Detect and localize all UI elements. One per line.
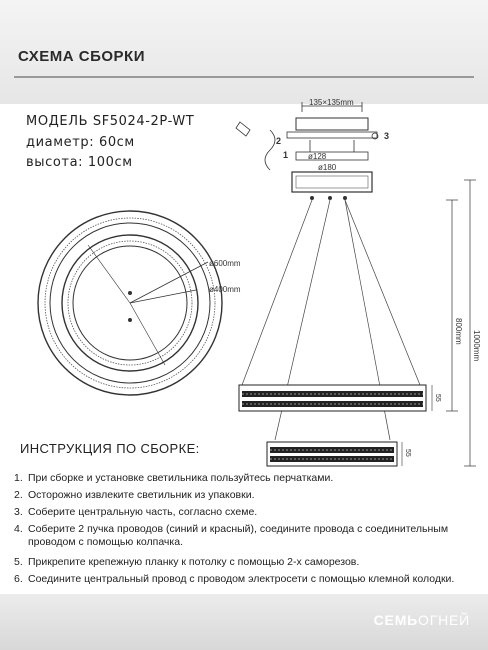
top-view-rings <box>38 211 222 395</box>
brand-logo <box>374 612 470 628</box>
instructions-title: ИНСТРУКЦИЯ ПО СБОРКЕ: <box>20 441 200 456</box>
callout-3: 3 <box>384 131 390 141</box>
dim-55b-label: 55 <box>404 449 411 457</box>
step-number: 1. <box>14 472 23 484</box>
callout-1: 1 <box>283 150 289 160</box>
model-label: МОДЕЛЬ SF5024-2P-WT <box>26 114 195 129</box>
diameter-label: диаметр: 60см <box>26 135 135 150</box>
canopy-label-1: ø128 <box>308 152 327 161</box>
step-text: Соберите центральную часть, согласно схеме. <box>28 506 258 518</box>
step-text: Соедините центральный провод с проводом электросети с помощью клемной колодки. <box>28 573 455 585</box>
list-item <box>14 523 484 549</box>
upper-ring-side <box>239 385 426 411</box>
step-text-continued: проводом с помощью колпачка. <box>28 536 183 548</box>
callout-2: 2 <box>276 136 282 146</box>
brand-bold: СЕМЬ <box>373 612 419 628</box>
lower-ring-side <box>267 442 397 466</box>
dimension-lines <box>402 180 476 466</box>
step-number: 6. <box>14 573 23 585</box>
page-title: СХЕМА СБОРКИ <box>18 48 145 65</box>
brand-light: ОГНЕЙ <box>418 612 470 628</box>
ring-inner-label: ø400mm <box>209 285 241 294</box>
step-text: Соберите 2 пучка проводов (синий и красный), соедините провода с соединительным <box>28 523 449 535</box>
ring-outer-label: ø600mm <box>209 259 241 268</box>
height-label: высота: 100см <box>26 155 133 170</box>
step-number: 5. <box>14 556 23 568</box>
dim-1000-label: 1000mm <box>472 330 481 362</box>
step-number: 4. <box>14 523 23 535</box>
list-item <box>14 506 484 519</box>
step-number: 2. <box>14 489 23 501</box>
dim-800-label: 800mm <box>454 318 463 345</box>
list-item <box>14 573 484 586</box>
step-text: При сборке и установке светильника пользуйтесь перчатками. <box>28 472 334 484</box>
canopy-assembly <box>236 102 378 200</box>
step-number: 3. <box>14 506 23 518</box>
list-item <box>14 472 484 485</box>
step-text: Прикрепите крепежную планку к потолку с помощью 2-х саморезов. <box>28 556 360 568</box>
dim-55a-label: 55 <box>434 394 441 402</box>
canopy-label-2: ø180 <box>318 163 337 172</box>
list-item <box>14 556 484 569</box>
footer-band <box>0 594 488 650</box>
dim-top-label: 135×135mm <box>309 98 354 107</box>
step-text: Осторожно извлеките светильник из упаковки. <box>28 489 255 501</box>
list-item <box>14 489 484 502</box>
